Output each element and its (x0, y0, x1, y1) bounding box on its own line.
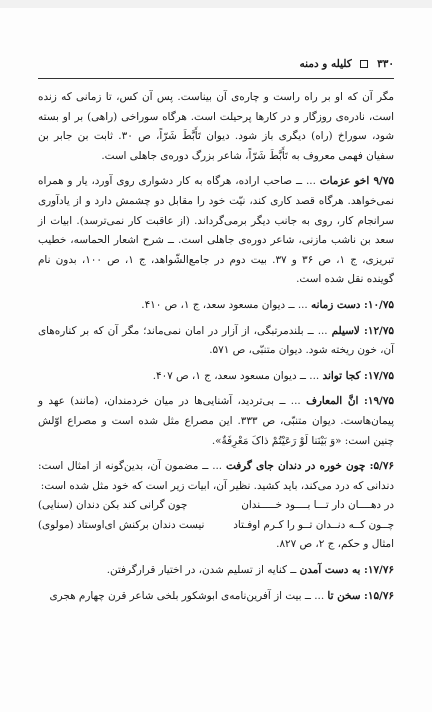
page-number: ۳۳۰ (377, 58, 394, 70)
note-head: ۱۰/۷۵: دست زمانه (311, 298, 394, 311)
book-title: کلیله و دمنه (299, 58, 352, 70)
note-head: ۱۲/۷۵: لاسیلم (331, 324, 394, 337)
note-head: ۱۷/۷۵: کجا تواند (322, 369, 394, 382)
header-rule (38, 78, 394, 79)
note-7-10: ۱۰/۷۵: دست زمانه ... ــ دیوان مسعود سعد، ج ۱، ص ۴۱۰. (141, 298, 394, 311)
verse-hemistich-left: نیست دندان برکنش ای‌اوستاد (مولوی) (38, 518, 205, 531)
verse-line (38, 496, 394, 516)
page-top-edge (0, 0, 432, 8)
note-76-15: ۱۵/۷۶: سخن تا ... ــ بیت از آفرین‌نامه‌ی ابوشکور بلخی شاعر قرن چهارم هجری (49, 589, 394, 602)
note-76-17: ۱۷/۷۶: به دست آمدن ــ کنایه از تسلیم شدن، در اختیار قرارگرفتن. (106, 564, 394, 577)
note-7-17: ۱۷/۷۵: کجا تواند ... ــ دیوان مسعود سعد، ج ۱، ص ۴۰۷. (152, 369, 394, 382)
note-head: ۱۷/۷۶: به دست آمدن (299, 564, 394, 577)
note-7-9: ۹/۷۵ اخو عزمات ... ــ صاحب اراده، هرگاه به کار دشواری روی آورد، یار و همراه نمی‌خواهد. هرگاه قصد کاری کند، نیّت خود را مقابل دو چشمش دارد و از یادآوری سرانجام کار، روی به جانب دیگر برمی‌گرداند. (از عاقبت کار نمی‌ترسد). ابیات از سعد بن ناشب مازنی، شاعر دوره‌ی جاهلی است. ــ شرح اشعار الحماسه، خطیب تبریزی، ج ۱، ص ۳۶ و ۳۷. بیت دوم در جامع‌الشّواهد، ج ۱، ص ۱۰۰، بدون نام گوینده نقل شده است. (38, 175, 395, 286)
note-7-19: ۱۹/۷۵: انَّ المعارف ... ــ بی‌تردید، آشنایی‌ها در میان خردمندان، (مانند) عهد و پیمان‌هاست. دیوان متنبّی، ص ۳۳۳. این مصراع مثل شده است و مصراع اوّلش چنین است: «وَ بَیْنَنا لَوْ رَعَیْتُمْ ذاکَ مَعْرِفَةٌ». (38, 395, 394, 447)
verse-line (38, 516, 394, 536)
page-body (38, 88, 394, 606)
note-head: ۵/۷۶: چون خوره در دندان جای گرفت (226, 460, 394, 473)
paragraph-continuation: مگر آن که او بر راه راست و چاره‌ی آن بیناست. پس آن کس، تا زمانی که زنده است، نادره‌ی روزگار و در کارها پرحیلت است. هرگاه سوراخی (راهی) بر او بسته شود، سوراخ (راه) دیگری باز شود. دیوان تَأَبَّطَ شَرّاً، ص ۳۰. ثابت بن جابر بن سفیان فهمی معروف به تَأَبَّطَ شَرّاً، شاعر بزرگ دوره‌ی جاهلی است. (38, 91, 395, 162)
note-head: ۱۹/۷۵: انَّ المعارف (306, 395, 394, 408)
square-ornament-icon (360, 60, 368, 68)
verse-hemistich-right: در دهــــان دار تـــا بــــود خـــــندان (241, 499, 394, 512)
note-head: ۱۵/۷۶: سخن تا (327, 589, 394, 602)
running-header (38, 58, 394, 74)
verse-source: امثال و حکم، ج ۲، ص ۸۲۷. (276, 538, 394, 551)
note-head: ۹/۷۵ اخو عزمات (319, 175, 395, 188)
verse-hemistich-right: چــون کــه دنــدان تــو را کـرم اوفـتاد (233, 518, 394, 531)
note-76-5: ۵/۷۶: چون خوره در دندان جای گرفت ... ــ مضمون آن، بدین‌گونه از امثال است: دندانی که درد می‌کند، باید کشید. نظیر آن، ابیات زیر است که خود مثل شده است: (38, 460, 394, 492)
note-7-12: ۱۲/۷۵: لاسیلم ... ــ بلندمرتبگی، از آزار در امان نمی‌ماند؛ مگر آن که بر کناره‌های آن، خون ریخته شود. دیوان متنبّی، ص ۵۷۱. (38, 324, 394, 357)
verse-hemistich-left: چون گرانی کند بکن دندان (سنایی) (38, 499, 188, 512)
